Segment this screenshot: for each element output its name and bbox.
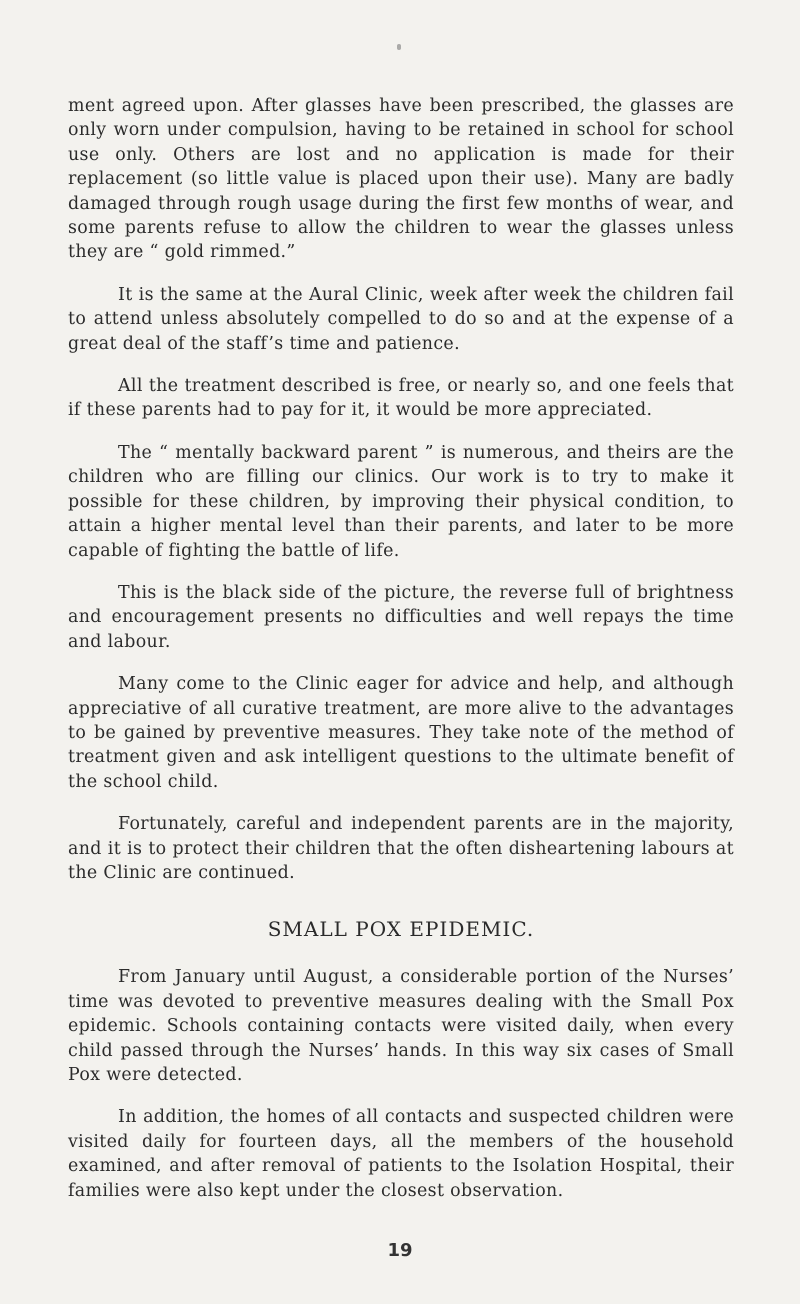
- paragraph-glasses: ment agreed upon. After glasses have been prescribed, the glasses are only worn under compulsion, having to be retained in school for school use only. Others are lost and no application is made for their replacement (so little value is placed upon their use). Many are badly damaged through rough usage during the first few months of wear, and some parents refuse to allow the children to wear the glasses unless they are “ gold rimmed.”: [68, 96, 734, 263]
- page-number: 19: [387, 1240, 413, 1261]
- paragraph-aural-clinic: It is the same at the Aural Clinic, week after week the children fail to attend unless absolutely compelled to do so and at the expense of a great deal of the staff’s time and patience.: [68, 284, 734, 354]
- paragraph-backward-parent: The “ mentally backward parent ” is numerous, and theirs are the children who are filling our clinics. Our work is to try to make it possible for these children, by improving their physical condition, to attain a higher mental level than their parents, and later to be more capable of fighting the battle of life.: [68, 442, 734, 561]
- section-heading: SMALL POX EPIDEMIC.: [267, 917, 535, 942]
- document-page: [68, 94, 734, 1294]
- paragraph-epidemic-schools: From January until August, a considerable portion of the Nurses’ time was devoted to preventive measures dealing with the Small Pox epidemic. Schools containing contacts were visited daily, when every child passed through the Nurses’ hands. In this way six cases of Small Pox were detected.: [68, 967, 734, 1085]
- paragraph-free-treatment: All the treatment described is free, or nearly so, and one feels that if these parents had to pay for it, it would be more appreciated.: [68, 376, 734, 421]
- paragraph-clinic-advice: Many come to the Clinic eager for advice and help, and although appreciative of all curative treatment, are more alive to the advantages to be gained by preventive measures. They take note of the method of treatment given and ask intelligent questions to the ultimate benefit of the school child.: [68, 674, 734, 792]
- paragraph-black-side: This is the black side of the picture, the reverse full of brightness and encouragement presents no difficulties and well repays the time and labour.: [68, 582, 734, 652]
- scan-speck: [397, 44, 401, 50]
- paragraph-epidemic-homes: In addition, the homes of all contacts and suspected children were visited daily for fourteen days, all the members of the household examined, and after removal of patients to the Isolation Hospital, their families were also kept under the closest observation.: [68, 1107, 734, 1201]
- paragraph-independent-parents: Fortunately, careful and independent parents are in the majority, and it is to protect their children that the often disheartening labours at the Clinic are continued.: [68, 814, 734, 883]
